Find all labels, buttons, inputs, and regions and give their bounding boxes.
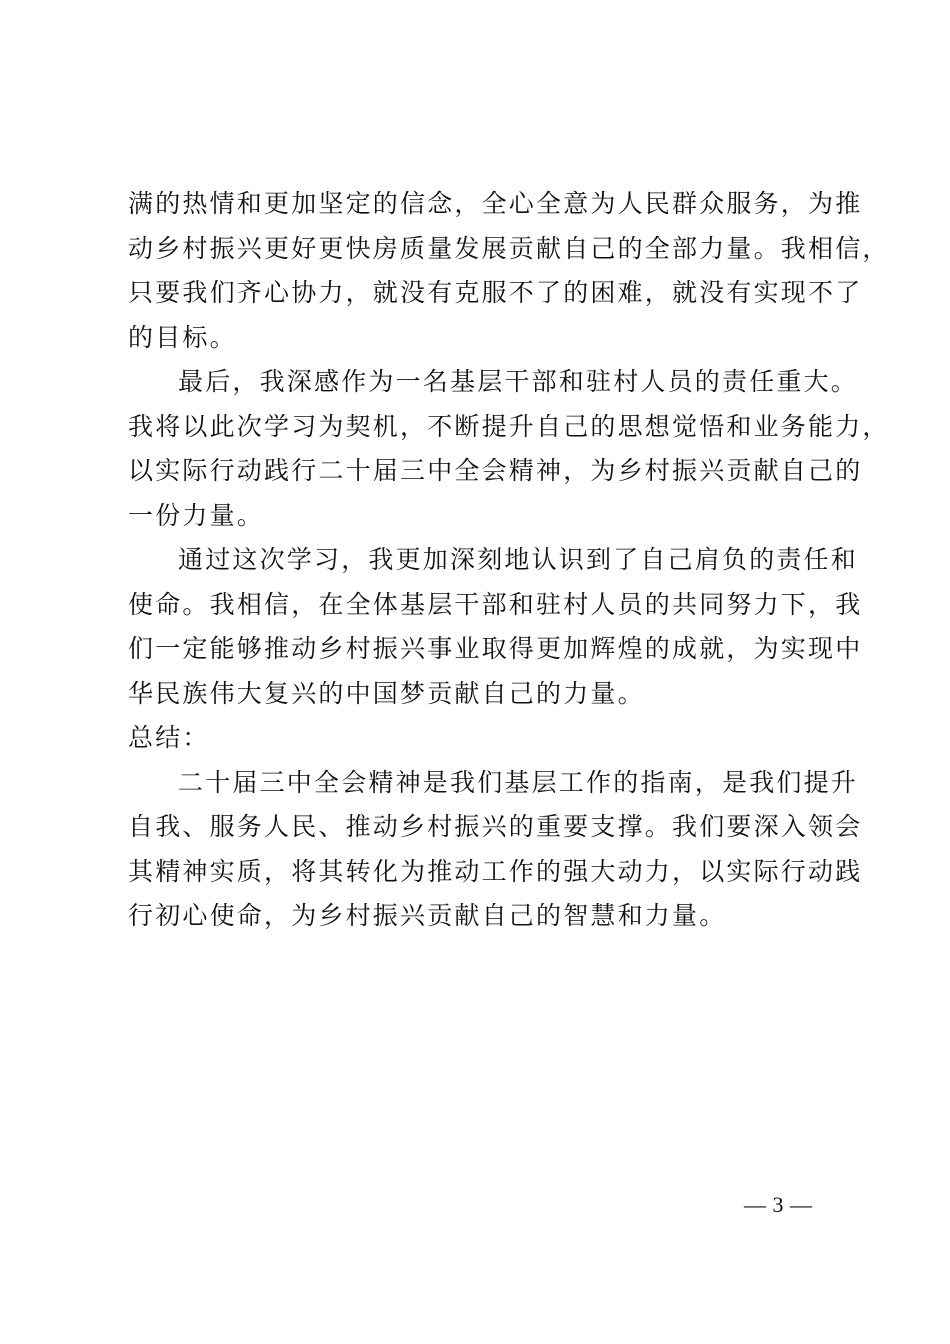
text-line: 我将以此次学习为契机，不断提升自己的思想觉悟和业务能力， — [128, 411, 890, 441]
text-line: 满的热情和更加坚定的信念，全心全意为人民群众服务，为推 — [128, 189, 863, 218]
text-line: 通过这次学习，我更加深刻地认识到了自己肩负的责任和 — [178, 545, 859, 574]
text-line: 使命。我相信，在全体基层干部和驻村人员的共同努力下，我 — [128, 589, 863, 619]
page-number: — 3 — — [744, 1192, 813, 1217]
summary-heading — [128, 716, 832, 761]
text-line: 的目标。 — [128, 322, 237, 352]
text-line: 们一定能够推动乡村振兴事业取得更加辉煌的成就，为实现中 — [128, 634, 863, 663]
paragraph-1 — [128, 182, 890, 360]
text-line: 总结： — [128, 723, 210, 752]
text-line: 最后，我深感作为一名基层干部和驻村人员的责任重大。 — [178, 367, 859, 396]
text-line: 以实际行动践行二十届三中全会精神，为乡村振兴贡献自己的 — [128, 456, 863, 485]
text-line: 只要我们齐心协力，就没有克服不了的困难，就没有实现不了 — [128, 278, 863, 307]
text-line: 二十届三中全会精神是我们基层工作的指南，是我们提升 — [178, 767, 859, 797]
text-line: 行初心使命，为乡村振兴贡献自己的智慧和力量。 — [128, 901, 727, 930]
body-text — [128, 182, 890, 939]
text-line: 动乡村振兴更好更快房质量发展贡献自己的全部力量。我相信， — [128, 233, 890, 263]
text-line: 一份力量。 — [128, 500, 265, 530]
paragraph-2 — [128, 360, 890, 538]
paragraph-3 — [128, 538, 863, 716]
paragraph-summary — [128, 761, 863, 939]
text-line: 自我、服务人民、推动乡村振兴的重要支撑。我们要深入领会 — [128, 812, 863, 841]
text-line: 华民族伟大复兴的中国梦贡献自己的力量。 — [128, 678, 645, 708]
text-line: 其精神实质，将其转化为推动工作的强大动力，以实际行动践 — [128, 856, 863, 886]
